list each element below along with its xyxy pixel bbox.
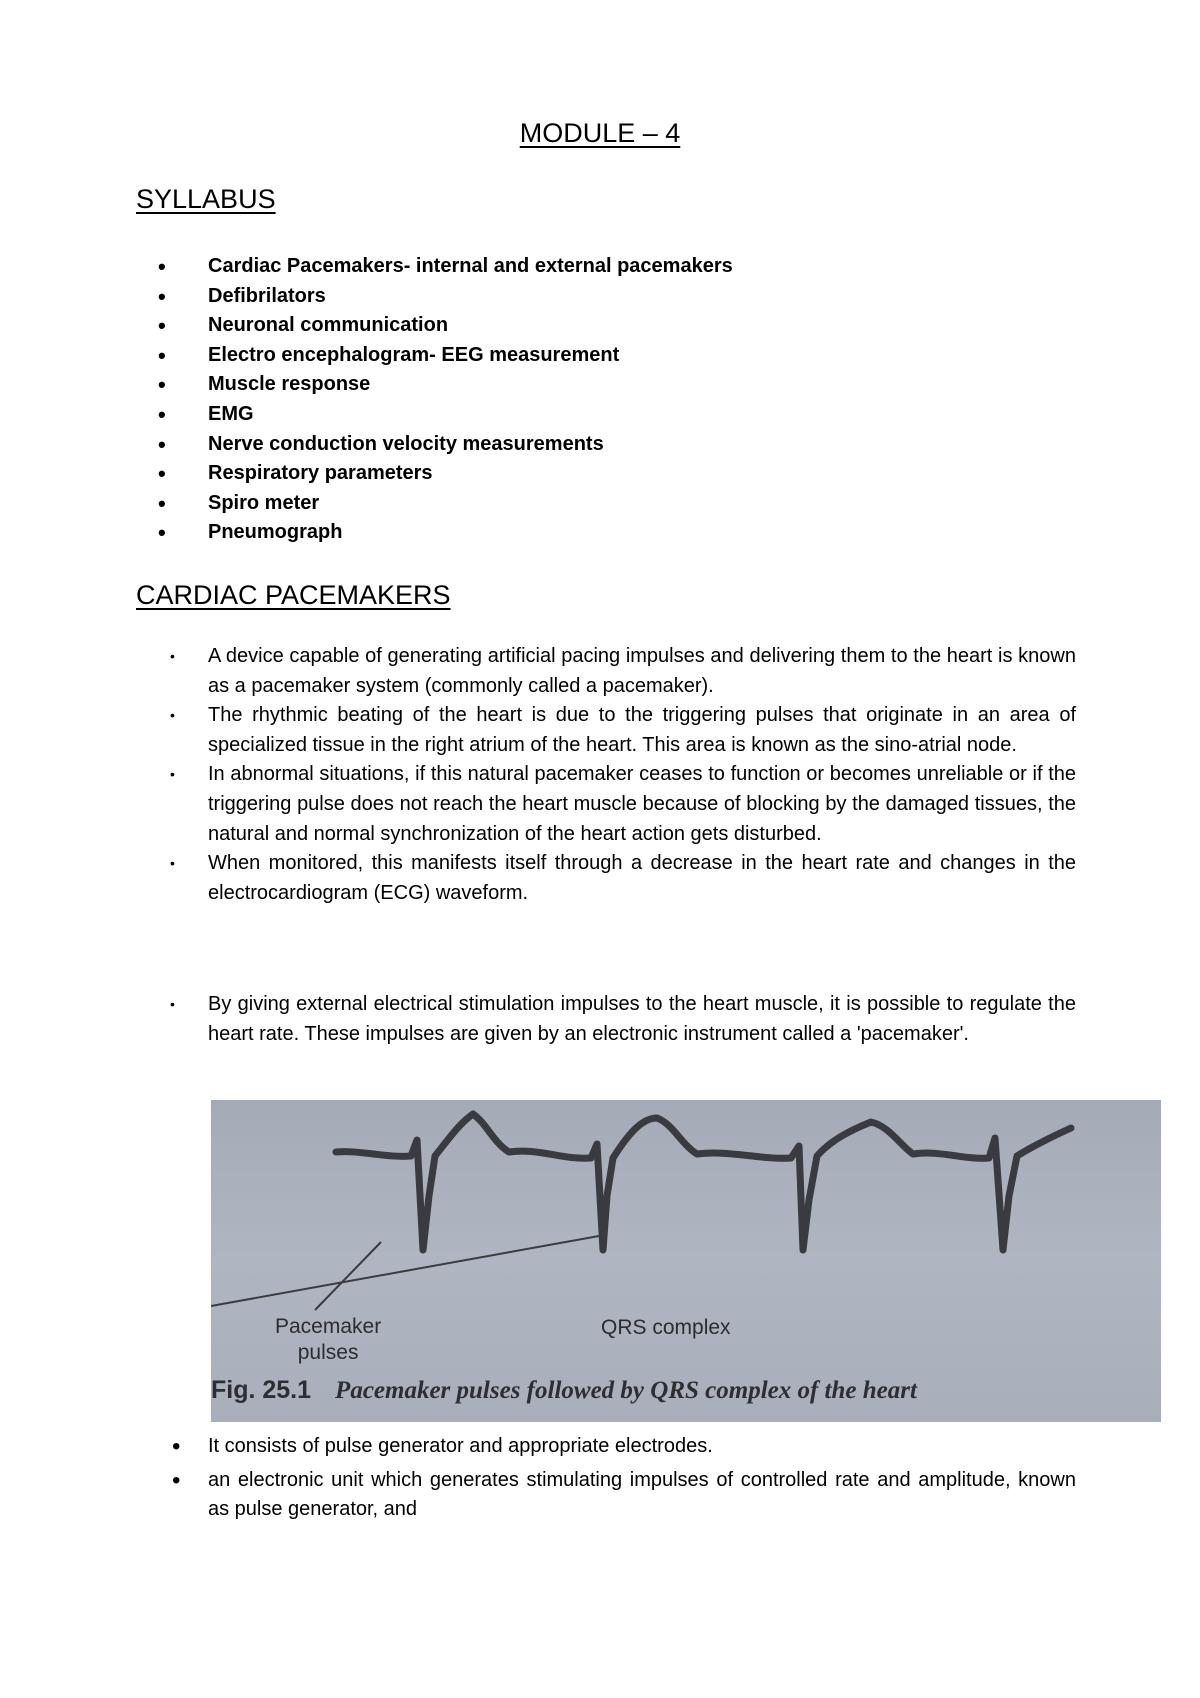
syllabus-item: • EMG <box>136 400 733 430</box>
figure-caption-text: Pacemaker pulses followed by QRS complex of the heart <box>335 1377 917 1404</box>
ecg-trace-drawing <box>211 1100 1161 1422</box>
syllabus-heading: SYLLABUS <box>136 184 276 214</box>
syllabus-item: • Electro encephalogram- EEG measurement <box>136 341 733 371</box>
syllabus-item: • Neuronal communication <box>136 311 733 341</box>
cardiac-point: • A device capable of generating artificial pacing impulses and delivering them to the heart is known as a pacemaker system (commonly called a pacemaker). <box>136 642 1076 701</box>
components-list <box>136 1432 1076 1529</box>
stimulation-list <box>136 990 1076 1049</box>
syllabus-item: • Defibrilators <box>136 282 733 312</box>
pacemaker-label-line1: Pacemaker <box>275 1315 382 1338</box>
syllabus-item: • Nerve conduction velocity measurements <box>136 430 733 460</box>
qrs-pointer-line <box>211 1236 599 1306</box>
cardiac-point: • When monitored, this manifests itself through a decrease in the heart rate and changes in the electrocardiogram (ECG) waveform. <box>136 849 1076 908</box>
syllabus-item: • Respiratory parameters <box>136 459 733 489</box>
ecg-figure <box>211 1100 1161 1422</box>
cardiac-point: • The rhythmic beating of the heart is due to the triggering pulses that originate in an area of specialized tissue in the right atrium of the heart. This area is known as the sino-atrial node. <box>136 701 1076 760</box>
cardiac-points-list <box>136 642 1076 908</box>
ecg-trace <box>336 1114 1071 1250</box>
syllabus-item: • Muscle response <box>136 370 733 400</box>
pacemaker-pointer-line <box>315 1242 381 1310</box>
syllabus-item: • Pneumograph <box>136 518 733 548</box>
module-title: MODULE – 4 <box>519 118 681 148</box>
stimulation-point: • By giving external electrical stimulation impulses to the heart muscle, it is possible to regulate the heart rate. These impulses are given by an electronic instrument called a 'pacemaker'. <box>136 990 1076 1049</box>
pacemaker-pulses-label <box>275 1314 381 1366</box>
figure-number: Fig. 25.1 <box>211 1376 312 1404</box>
component-point: • an electronic unit which generates stimulating impulses of controlled rate and amplitude, known as pulse generator, and <box>136 1466 1076 1525</box>
cardiac-point: • In abnormal situations, if this natural pacemaker ceases to function or becomes unreliable or if the triggering pulse does not reach the heart muscle because of blocking by the damaged tissues, the natural and normal synchronization of the heart action gets disturbed. <box>136 760 1076 849</box>
figure-caption <box>211 1376 917 1405</box>
pacemaker-label-line2: pulses <box>297 1341 359 1364</box>
syllabus-item: • Spiro meter <box>136 489 733 519</box>
syllabus-list <box>136 252 733 548</box>
syllabus-item: • Cardiac Pacemakers- internal and external pacemakers <box>136 252 733 282</box>
qrs-complex-label: QRS complex <box>601 1316 731 1339</box>
cardiac-pacemakers-heading: CARDIAC PACEMAKERS <box>136 580 451 610</box>
component-point: • It consists of pulse generator and appropriate electrodes. <box>136 1432 1076 1462</box>
